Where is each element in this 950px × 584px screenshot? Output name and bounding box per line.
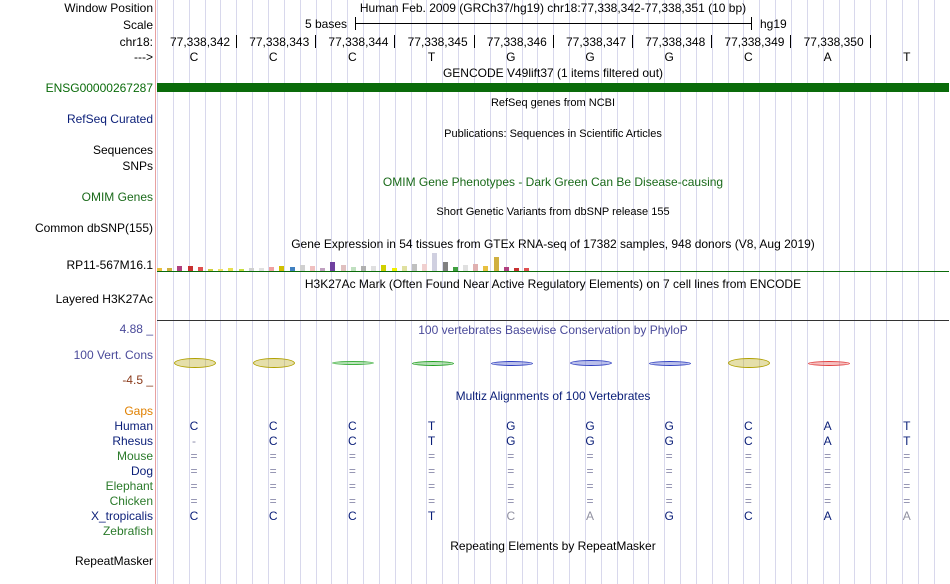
alignment-base: = xyxy=(903,479,911,493)
position-label: 77,338,349 xyxy=(724,35,785,49)
gtex-tissue-bar[interactable] xyxy=(412,264,417,271)
alignment-base: = xyxy=(824,464,832,478)
omim-track-label[interactable]: OMIM Genes xyxy=(81,190,153,204)
dbsnp-track-title: Short Genetic Variants from dbSNP release 155 xyxy=(436,206,670,218)
reference-base: T xyxy=(903,50,911,64)
alignment-base: = xyxy=(348,494,356,508)
reference-base: C xyxy=(348,50,357,64)
alignment-base: C xyxy=(744,434,753,448)
species-label-x-tropicalis[interactable]: X_tropicalis xyxy=(90,509,153,523)
alignment-base: T xyxy=(903,434,911,448)
alignment-base: = xyxy=(348,479,356,493)
window-position-label: Window Position xyxy=(64,1,153,15)
alignment-base: = xyxy=(348,464,356,478)
position-label: 77,338,347 xyxy=(566,35,627,49)
position-label: 77,338,350 xyxy=(803,35,864,49)
reference-base: T xyxy=(427,50,436,64)
alignment-base: = xyxy=(586,449,594,463)
scale-text: 5 bases xyxy=(305,17,348,31)
alignment-base: = xyxy=(348,449,356,463)
alignment-base: G xyxy=(506,419,516,433)
gtex-tissue-bar[interactable] xyxy=(473,264,478,271)
snps-track-label[interactable]: SNPs xyxy=(122,159,153,173)
phylop-conservation-glyph xyxy=(412,361,454,366)
omim-track-title: OMIM Gene Phenotypes - Dark Green Can Be Disease-causing xyxy=(382,175,724,189)
alignment-base: = xyxy=(586,479,594,493)
alignment-base: = xyxy=(665,479,673,493)
position-tick xyxy=(394,35,395,48)
gtex-tissue-bar[interactable] xyxy=(422,264,427,271)
gtex-tissue-bar[interactable] xyxy=(494,257,499,271)
alignment-base: = xyxy=(665,494,673,508)
alignment-base: C xyxy=(268,509,278,523)
gencode-track-label[interactable]: ENSG00000267287 xyxy=(45,81,153,95)
reference-base: A xyxy=(823,50,832,64)
position-label: 77,338,346 xyxy=(486,35,547,49)
alignment-base: = xyxy=(507,464,515,478)
repeatmasker-track-title: Repeating Elements by RepeatMasker xyxy=(450,539,656,553)
alignment-base: C xyxy=(348,509,357,523)
h3k27ac-baseline xyxy=(157,320,949,321)
alignment-base: = xyxy=(903,494,911,508)
position-tick xyxy=(632,35,633,48)
alignment-base: G xyxy=(664,509,674,523)
phylop-conservation-glyph xyxy=(253,358,295,368)
chr-label: chr18: xyxy=(119,35,153,49)
alignment-base: = xyxy=(428,449,436,463)
phylop-track-title: 100 vertebrates Basewise Conservation by PhyloP xyxy=(418,323,688,337)
alignment-base: = xyxy=(744,449,752,463)
position-tick xyxy=(474,35,475,48)
phylop-conservation-glyph xyxy=(649,361,691,366)
position-tick xyxy=(711,35,712,48)
species-label-chicken[interactable]: Chicken xyxy=(109,494,153,508)
species-label-zebrafish[interactable]: Zebrafish xyxy=(102,524,153,538)
alignment-base: = xyxy=(824,479,832,493)
species-label-gaps[interactable]: Gaps xyxy=(124,404,153,418)
species-label-mouse[interactable]: Mouse xyxy=(116,449,153,463)
alignment-base: = xyxy=(744,464,752,478)
scale-bar xyxy=(355,23,751,24)
alignment-base: A xyxy=(585,509,594,523)
position-label: 77,338,345 xyxy=(407,35,468,49)
alignment-base: G xyxy=(585,419,595,433)
alignment-base: = xyxy=(190,464,198,478)
strand-arrow-label: ---> xyxy=(134,50,153,64)
scale-tick-left xyxy=(355,17,356,30)
alignment-base: C xyxy=(744,419,753,433)
species-label-human[interactable]: Human xyxy=(114,419,153,433)
alignment-base: T xyxy=(427,509,436,523)
position-label: 77,338,343 xyxy=(249,35,310,49)
reference-base: C xyxy=(189,50,199,64)
species-label-dog[interactable]: Dog xyxy=(130,464,153,478)
alignment-base: = xyxy=(269,449,277,463)
position-tick xyxy=(553,35,554,48)
dbsnp-track-label[interactable]: Common dbSNP(155) xyxy=(34,221,153,235)
position-label: 77,338,342 xyxy=(170,35,231,49)
alignment-base: = xyxy=(665,449,673,463)
alignment-base: G xyxy=(664,434,674,448)
refseq-track-title: RefSeq genes from NCBI xyxy=(490,97,616,109)
alignment-base: = xyxy=(269,479,277,493)
gtex-tissue-bar[interactable] xyxy=(432,253,437,271)
gtex-tissue-bar[interactable] xyxy=(330,262,335,271)
alignment-base: T xyxy=(903,419,911,433)
scale-db-text: hg19 xyxy=(760,17,787,31)
publications-track-label[interactable]: Sequences xyxy=(92,143,153,157)
alignment-base: T xyxy=(427,434,436,448)
alignment-base: = xyxy=(190,494,198,508)
reference-base: C xyxy=(268,50,278,64)
alignment-base: = xyxy=(428,494,436,508)
position-label: 77,338,348 xyxy=(645,35,706,49)
alignment-base: = xyxy=(744,494,752,508)
alignment-base: G xyxy=(585,434,595,448)
alignment-base: = xyxy=(269,494,277,508)
h3k27ac-track-title: H3K27Ac Mark (Often Found Near Active Regulatory Elements) on 7 cell lines from ENCODE xyxy=(304,277,802,291)
species-label-rhesus[interactable]: Rhesus xyxy=(112,434,153,448)
alignment-base: C xyxy=(744,509,753,523)
scale-label: Scale xyxy=(122,18,153,32)
scale-tick-right xyxy=(751,17,752,30)
alignment-base: = xyxy=(586,494,594,508)
alignment-base: = xyxy=(190,479,198,493)
phylop-max-label: 4.88 _ xyxy=(119,322,153,336)
alignment-base: A xyxy=(823,509,832,523)
phylop-conservation-glyph xyxy=(808,361,850,366)
alignment-base: C xyxy=(348,434,357,448)
alignment-base: = xyxy=(824,449,832,463)
gencode-track-title: GENCODE V49lift37 (1 items filtered out) xyxy=(442,66,664,80)
alignment-base: = xyxy=(903,464,911,478)
assembly-position-text: Human Feb. 2009 (GRCh37/hg19) chr18:77,338,342-77,338,351 (10 bp) xyxy=(359,1,747,15)
alignment-base: C xyxy=(189,509,199,523)
h3k27ac-track-label[interactable]: Layered H3K27Ac xyxy=(55,292,153,306)
phylop-track-label[interactable]: 100 Vert. Cons xyxy=(73,348,153,362)
alignment-base: T xyxy=(427,419,436,433)
phylop-min-label: -4.5 _ xyxy=(122,373,153,387)
repeatmasker-track-label[interactable]: RepeatMasker xyxy=(74,554,153,568)
alignment-base: = xyxy=(190,449,198,463)
alignment-base: = xyxy=(665,464,673,478)
reference-base: C xyxy=(744,50,753,64)
alignment-base: = xyxy=(824,494,832,508)
phylop-conservation-glyph xyxy=(174,358,216,368)
alignment-base: C xyxy=(506,509,516,523)
alignment-base: = xyxy=(269,464,277,478)
phylop-conservation-glyph xyxy=(491,361,533,366)
gtex-track-label[interactable]: RP11-567M16.1 xyxy=(66,258,153,272)
gtex-baseline xyxy=(157,271,949,272)
alignment-base: A xyxy=(823,419,832,433)
reference-base: G xyxy=(506,50,516,64)
refseq-track-label[interactable]: RefSeq Curated xyxy=(66,112,153,126)
alignment-base: C xyxy=(268,419,278,433)
gtex-expression-bars[interactable] xyxy=(157,249,537,271)
alignment-base: C xyxy=(189,419,199,433)
position-tick xyxy=(790,35,791,48)
alignment-base: C xyxy=(268,434,278,448)
gtex-tissue-bar[interactable] xyxy=(443,262,448,271)
gencode-gene-feature[interactable] xyxy=(157,83,949,92)
alignment-base: G xyxy=(506,434,516,448)
alignment-base: A xyxy=(823,434,832,448)
alignment-base: = xyxy=(428,464,436,478)
species-label-elephant[interactable]: Elephant xyxy=(105,479,153,493)
reference-base: G xyxy=(664,50,674,64)
alignment-base: = xyxy=(586,464,594,478)
position-tick xyxy=(870,35,871,48)
alignment-base: = xyxy=(428,479,436,493)
alignment-base: A xyxy=(902,509,911,523)
alignment-base: C xyxy=(348,419,357,433)
alignment-base: = xyxy=(744,479,752,493)
label-divider xyxy=(155,0,156,584)
alignment-base: - xyxy=(192,434,196,448)
reference-base: G xyxy=(585,50,595,64)
alignment-base: G xyxy=(664,419,674,433)
alignment-base: = xyxy=(507,494,515,508)
position-label: 77,338,344 xyxy=(328,35,389,49)
phylop-conservation-glyph xyxy=(570,360,612,366)
alignment-base: = xyxy=(507,449,515,463)
gtex-track-title: Gene Expression in 54 tissues from GTEx RNA-seq of 17382 samples, 948 donors (V8, Aug 2019) xyxy=(291,237,815,251)
phylop-conservation-glyph xyxy=(332,361,374,365)
position-tick xyxy=(236,35,237,48)
publications-track-title: Publications: Sequences in Scientific Articles xyxy=(444,128,662,140)
alignment-base: = xyxy=(903,449,911,463)
multiz-track-title: Multiz Alignments of 100 Vertebrates xyxy=(455,389,651,403)
alignment-base: = xyxy=(507,479,515,493)
position-tick xyxy=(315,35,316,48)
